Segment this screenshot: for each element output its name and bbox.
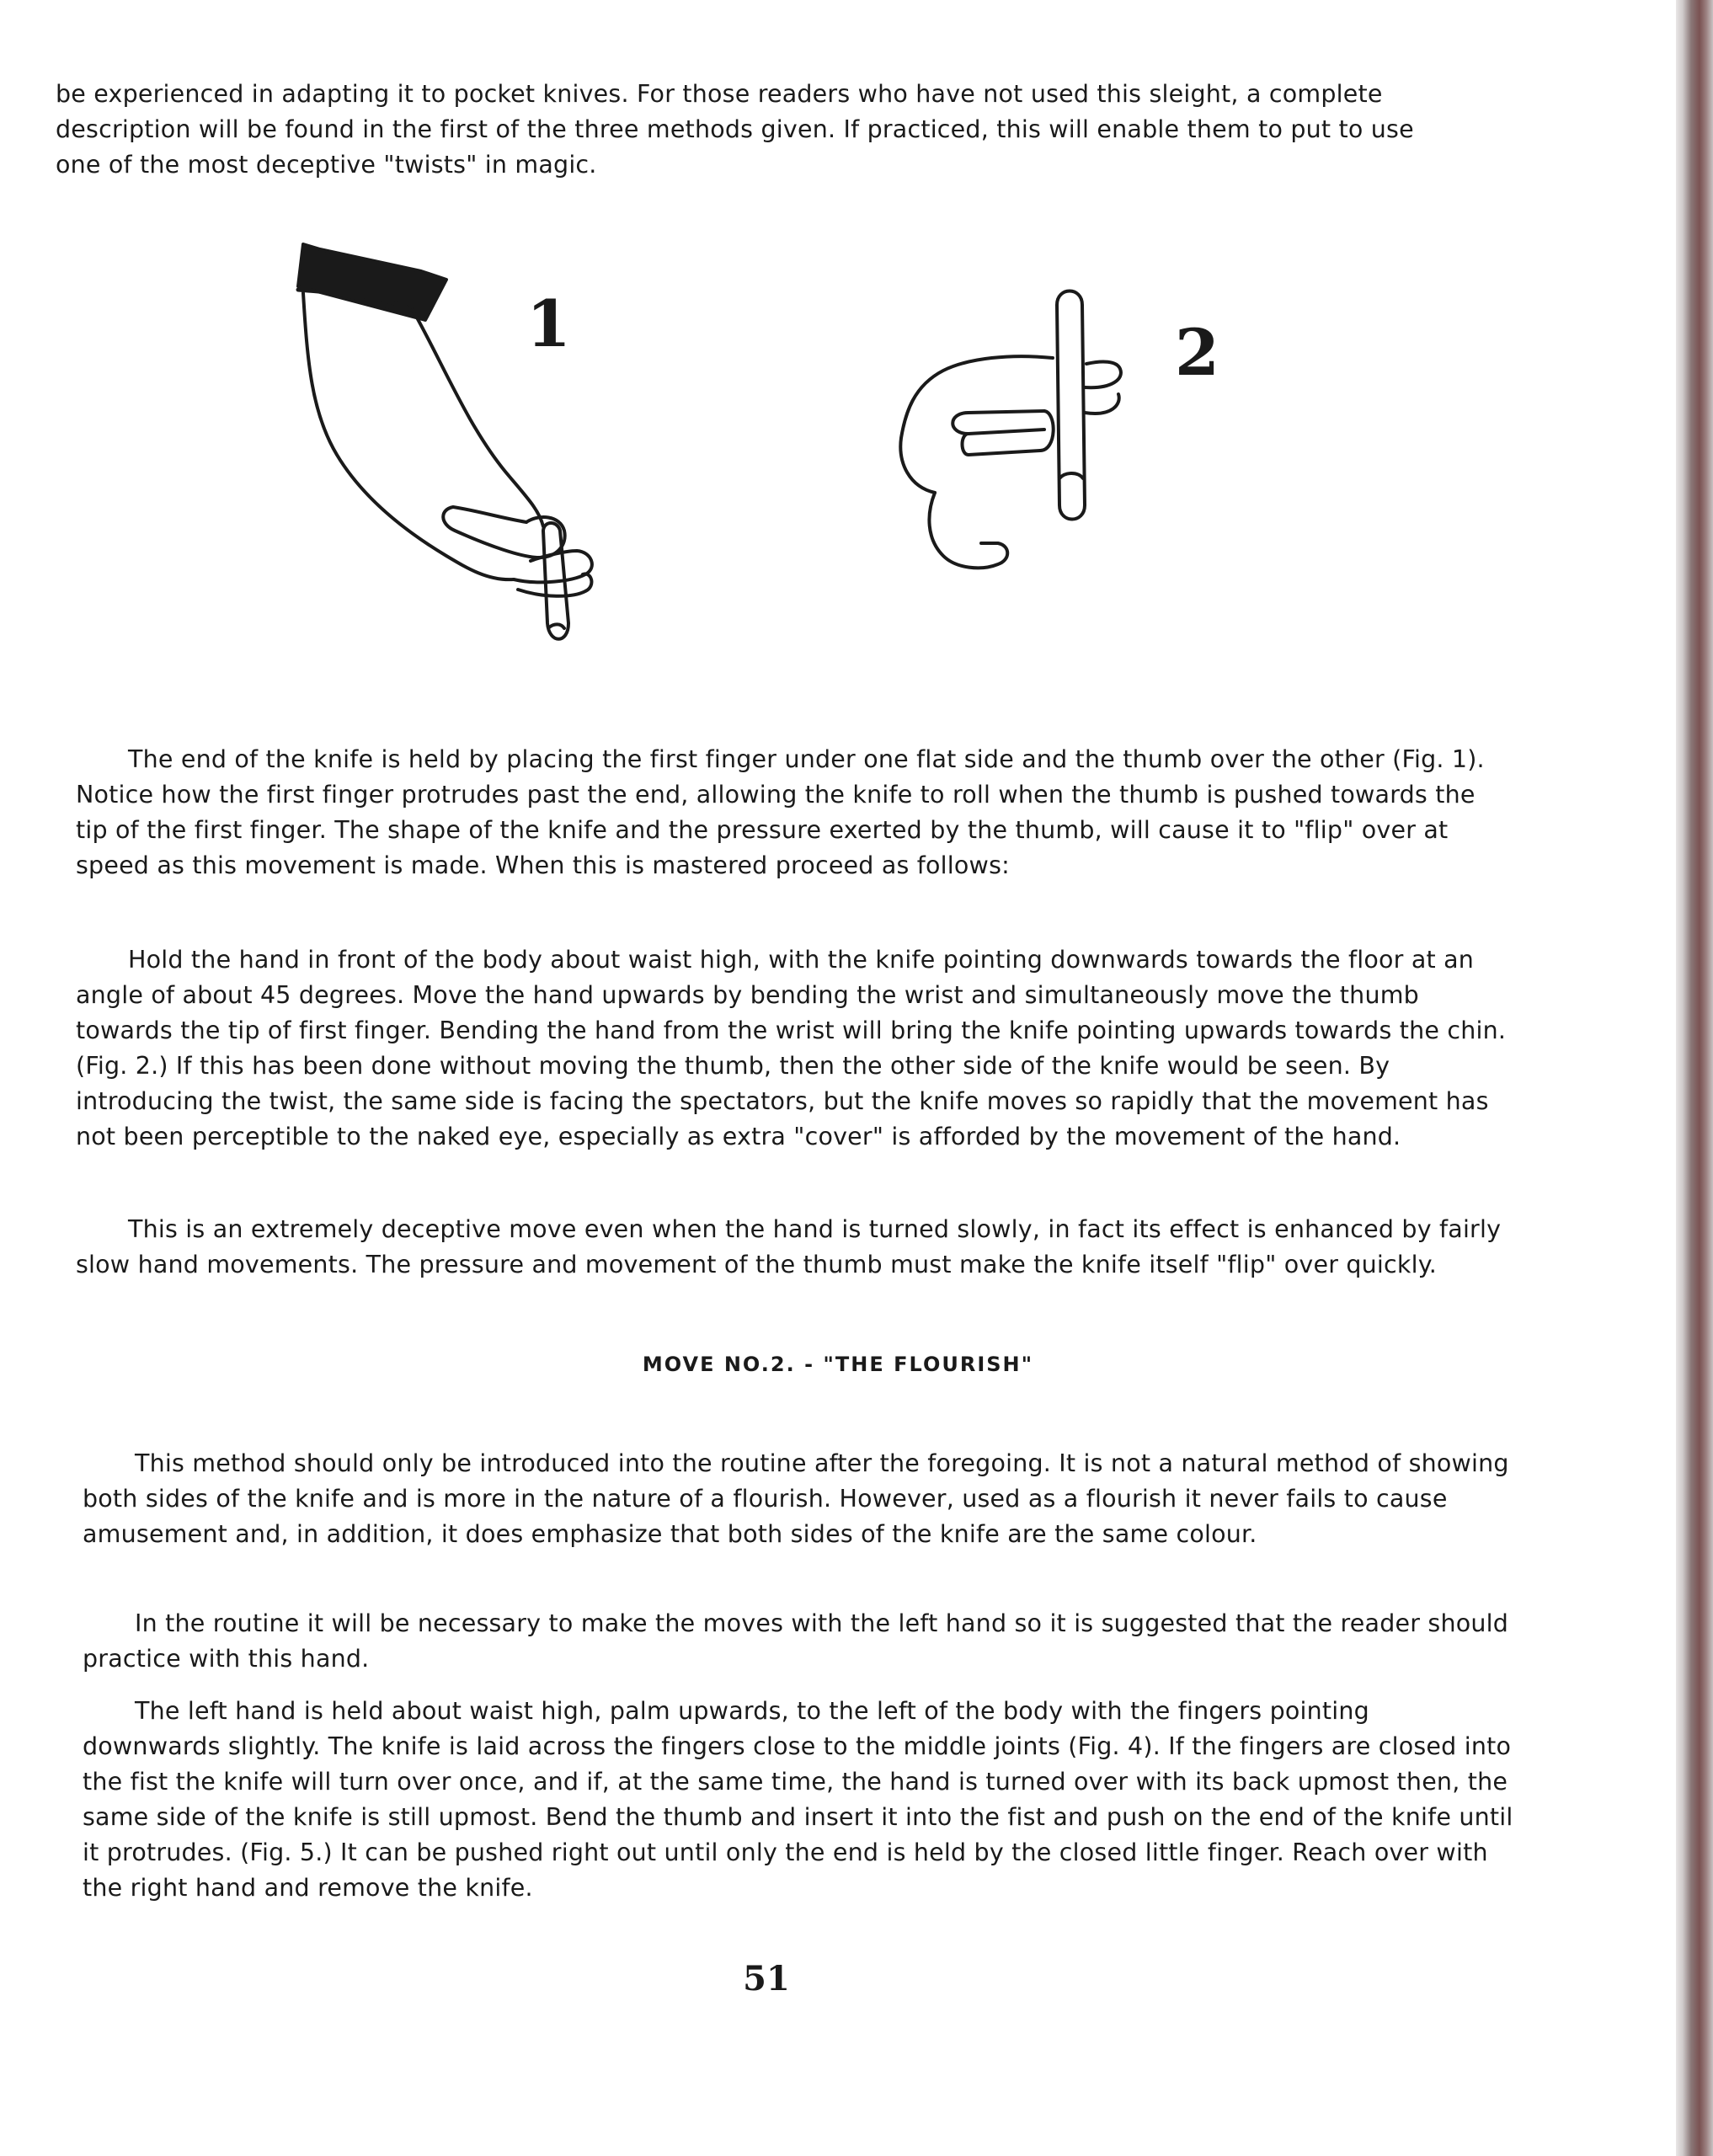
figure-1 (286, 227, 623, 665)
page-number: 51 (743, 1959, 790, 1999)
body-paragraph: In the routine it will be necessary to make the moves with the left hand so it is suggested that the reader should practice with this hand. (83, 1609, 1509, 1673)
figure-2-label: 2 (1175, 315, 1219, 390)
intro-paragraph: be experienced in adapting it to pocket knives. For those readers who have not used this sleight, a complete description will be found in the first of the three methods given. If practiced, this will enable them to put to use one of the most deceptive "twists" in magic. (56, 79, 1414, 179)
body-paragraph: This is an extremely deceptive move even when the hand is turned slowly, in fact its effect is enhanced by fairly slow hand movements. The pressure and movement of the thumb must make the knife itself "flip" over quickly. (76, 1214, 1502, 1278)
figure-1-label: 1 (526, 286, 571, 361)
figure-2 (876, 278, 1230, 598)
body-paragraph: The left hand is held about waist high, palm upwards, to the left of the body with the fingers pointing downwards slightly. The knife is laid across the fingers close to the middle joints (Fig. 4). If the fingers are closed into the fist the knife will turn over once, and if, at the same time, the hand is turned over with its back upmost then, the same side of the knife is still upmost. Bend the thumb and insert it into the fist and push on the end of the knife until it protrudes. (Fig. 5.) It can be pushed right out until only the end is held by the closed little finger. Reach over with the right hand and remove the knife. (83, 1696, 1513, 1902)
section-heading: MOVE NO.2. - "THE FLOURISH" (642, 1353, 1034, 1376)
body-paragraph: This method should only be introduced into the routine after the foregoing. It is not a natural method of showing both sides of the knife and is more in the nature of a flourish. However, used as a flourish it never fails to cause amusement and, in addition, it does emphasize that both sides of the knife are the same colour. (83, 1449, 1509, 1548)
hand-knife-upright-icon (876, 278, 1145, 581)
body-paragraph: Hold the hand in front of the body about waist high, with the knife pointing downwards towards the floor at an angle of about 45 degrees. Move the hand upwards by bending the wrist and simultaneously move the thumb towards the tip of first finger. Bending the hand from the wrist will bring the knife pointing upwards towards the chin. (Fig. 2.) If this has been done without moving the thumb, then the other side of the knife would be seen. By introducing the twist, the same side is facing the spectators, but the knife moves so rapidly that the movement has not been perceptible to the naked eye, especially as extra "cover" is afforded by the movement of the hand. (76, 945, 1507, 1150)
body-paragraph: The end of the knife is held by placing the first finger under one flat side and the thumb over the other (Fig. 1). Notice how the first finger protrudes past the end, allowing the knife to roll when the thumb is pushed towards the tip of the first finger. The shape of the knife and the pressure exerted by the thumb, will cause it to "flip" over at speed as this movement is made. When this is mastered proceed as follows: (76, 744, 1485, 879)
hand-holding-knife-icon (286, 227, 623, 665)
book-spine-edge (1676, 0, 1713, 2156)
